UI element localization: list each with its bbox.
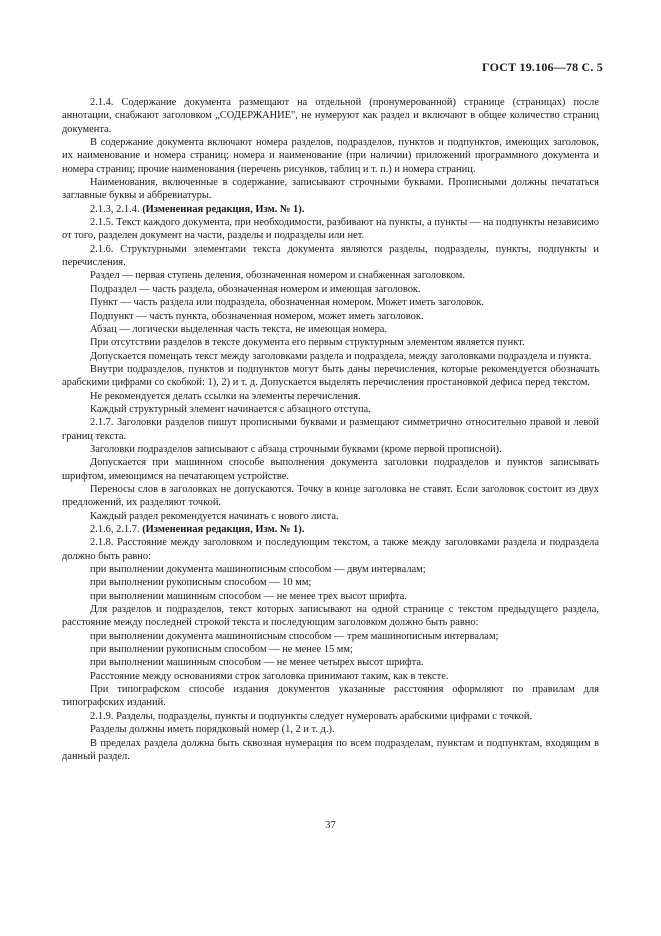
paragraph [62,523,599,536]
paragraph: Раздел — первая ступень деления, обозначенная номером и снабженная заголовком. [90,270,465,282]
paragraph: Подраздел — часть раздела, обозначенная номером и имеющая заголовок. [90,283,421,295]
paragraph: Для разделов и подразделов, текст которых записывают на одной странице с текстом предыдущего раздела, расстояние между последней строкой текста и последующим заголовком должно быть равно: [62,604,599,629]
paragraph: Не рекомендуется делать ссылки на элементы перечисления. [90,390,361,402]
paragraph: при выполнении машинным способом — не менее трех высот шрифта. [90,590,407,602]
paragraph [62,203,599,216]
paragraph: Допускается помещать текст между заголовками раздела и подраздела, между заголовками подраздела и пункта. [90,350,592,362]
paragraph: При типографском способе издания документов указанные расстояния оформляют по правилам для типографских изданий. [62,684,599,709]
paragraph: 2.1.8. Расстояние между заголовком и последующим текстом, а также между заголовками раздела и подраздела должно быть равно: [62,537,599,562]
body-text [62,96,599,763]
amendment-note: (Измененная редакция, Изм. № 1). [142,203,305,215]
paragraph: Допускается при машинном способе выполнения документа заголовки подразделов и пунктов записывать шрифтом, имеющимся на печатающем устройстве. [62,457,599,482]
paragraph: 2.1.9. Разделы, подразделы, пункты и подпункты следует нумеровать арабскими цифрами с точкой. [90,710,533,722]
paragraph: при выполнении рукописным способом — не менее 15 мм; [90,644,353,656]
amendment-note: (Измененная редакция, Изм. № 1). [142,524,305,535]
paragraph: Разделы должны иметь порядковый номер (1, 2 и т. д.). [90,724,335,736]
paragraph: В пределах раздела должна быть сквозная нумерация по всем подразделам, пунктам и подпунктам, входящим в данный раздел. [62,737,599,762]
paragraph: при выполнении рукописным способом — 10 мм; [90,577,312,589]
paragraph: Подпункт — часть пункта, обозначенная номером, может иметь заголовок. [90,310,424,322]
paragraph: В содержание документа включают номера разделов, подразделов, пунктов и подпунктов, имеющих заголовок, их наименование и номера страниц; номера и наименование (при наличии) приложений программного документа и номера страниц; прочие наименования (перечень рисунков, таблиц и т. п.) и номера страниц. [62,137,599,175]
paragraph: при выполнении машинным способом — не менее четырех высот шрифта. [90,657,424,669]
paragraph: 2.1.6. Структурными элементами текста документа являются разделы, подразделы, пункты, подпункты и перечисления. [62,243,599,269]
paragraph: Наименования, включенные в содержание, записывают строчными буквами. Прописными должны печататься заглавные буквы и аббревиатуры. [62,177,599,202]
paragraph-text: 2.1.6, 2.1.7. [90,524,140,535]
page-header: ГОСТ 19.106—78 С. 5 [482,60,603,74]
paragraph: Внутри подразделов, пунктов и подпунктов могут быть даны перечисления, которые рекомендуется обозначать арабскими цифрами со скобкой: 1), 2) и т. д. Допускается выделять перечисления простановкой дефиса перед текстом. [62,363,599,389]
paragraph: Каждый раздел рекомендуется начинать с нового листа. [90,510,339,522]
paragraph: Переносы слов в заголовках не допускаются. Точку в конце заголовка не ставят. Если заголовок состоит из двух предложений, их разделяют точкой. [62,483,599,509]
paragraph: Заголовки подразделов записывают с абзаца строчными буквами (кроме первой прописной). [90,443,502,455]
paragraph: Абзац — логически выделенная часть текста, не имеющая номера. [90,323,388,335]
paragraph-text: 2.1.3, 2.1.4. [90,203,140,215]
paragraph: Каждый структурный элемент начинается с абзацного отступа. [90,403,371,415]
paragraph: Пункт — часть раздела или подраздела, обозначенная номером. Может иметь заголовок. [90,297,485,309]
paragraph: Расстояние между основаниями строк заголовка принимают таким, как в тексте. [90,670,449,682]
page-number: 37 [325,820,336,831]
paragraph: 2.1.4. Содержание документа размещают на отдельной (пронумерованной) странице (страницах) после аннотации, снабжают заголовком „СОДЕРЖАНИЕ", не нумеруют как раздел и включают в общее количество страниц документа. [62,97,599,135]
paragraph: 2.1.7. Заголовки разделов пишут прописными буквами и размещают симметрично относительно правой и левой границ текста. [62,417,599,442]
paragraph: при выполнении документа машинописным способом — двум интервалам; [90,564,426,576]
paragraph: 2.1.5. Текст каждого документа, при необходимости, разбивают на пункты, а пункты — на подпункты независимо от того, разделен документ на части, разделы и подразделы или нет. [62,217,599,242]
paragraph: При отсутствии разделов в тексте документа его первым структурным элементом является пункт. [90,337,525,349]
paragraph: при выполнении документа машинописным способом — трем машинописным интервалам; [90,630,499,642]
